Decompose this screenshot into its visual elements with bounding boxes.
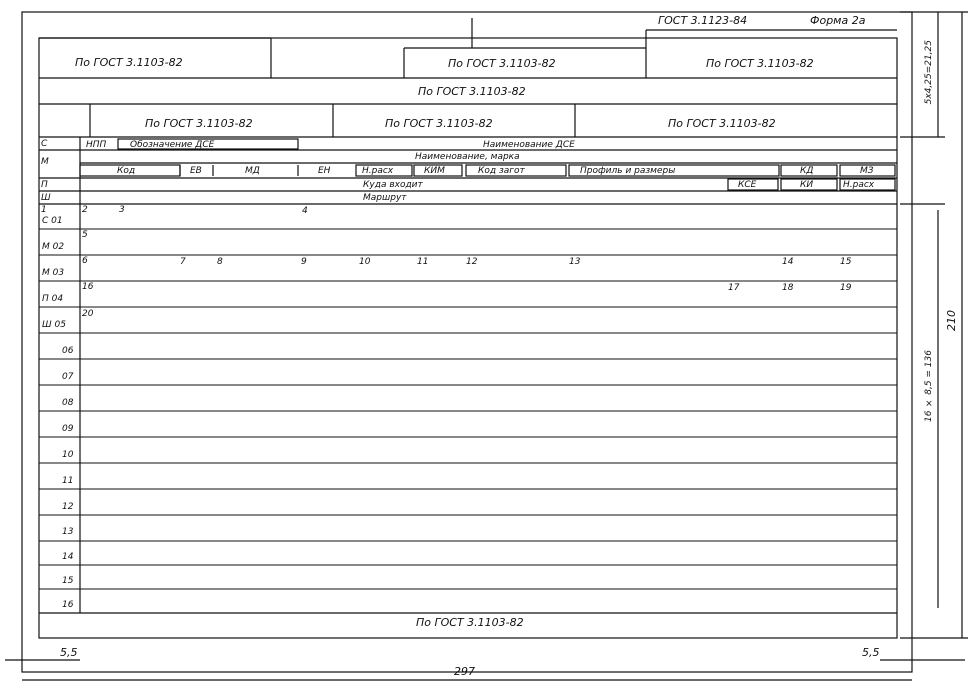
row-letter-p: П bbox=[41, 180, 48, 190]
row-label-15: 15 bbox=[62, 576, 74, 586]
row-letter-m: М bbox=[41, 157, 49, 167]
field-ev: ЕВ bbox=[190, 166, 202, 176]
row-label-06: 06 bbox=[62, 346, 74, 356]
field-en: ЕН bbox=[318, 166, 331, 176]
gost-ref-7: По ГОСТ 3.1103-82 bbox=[668, 117, 776, 130]
gost-ref-2: По ГОСТ 3.1103-82 bbox=[448, 57, 556, 70]
row-letter-c: С bbox=[41, 139, 48, 149]
col-num-12: 12 bbox=[466, 257, 478, 267]
standard-ref: ГОСТ 3.1123-84 bbox=[658, 14, 748, 27]
row-label-12: 12 bbox=[62, 502, 74, 512]
row-label-01: С 01 bbox=[42, 216, 63, 226]
gost-ref-3: По ГОСТ 3.1103-82 bbox=[706, 57, 814, 70]
gost-ref-6: По ГОСТ 3.1103-82 bbox=[385, 117, 493, 130]
field-ki: КИ bbox=[800, 180, 814, 190]
col-num-18: 18 bbox=[782, 283, 794, 293]
row-label-02: М 02 bbox=[42, 242, 65, 252]
field-naimenovanie-marka: Наименование, марка bbox=[415, 152, 520, 162]
gost-ref-5: По ГОСТ 3.1103-82 bbox=[145, 117, 253, 130]
col-num-19: 19 bbox=[840, 283, 852, 293]
col-num-1: 1 bbox=[41, 205, 47, 215]
field-kod-zagot: Код загот bbox=[478, 166, 525, 176]
col-num-10: 10 bbox=[359, 257, 371, 267]
field-profil: Профиль и размеры bbox=[580, 166, 676, 176]
field-kim: КИМ bbox=[424, 166, 445, 176]
row-label-14: 14 bbox=[62, 552, 74, 562]
row-label-03: М 03 bbox=[42, 268, 65, 278]
gost-ref-4: По ГОСТ 3.1103-82 bbox=[418, 85, 526, 98]
row-label-16: 16 bbox=[62, 600, 74, 610]
col-num-16: 16 bbox=[82, 282, 94, 292]
field-npp: НПП bbox=[86, 140, 107, 150]
dim-height: 210 bbox=[945, 310, 958, 331]
field-n-rash: Н.расх bbox=[362, 166, 394, 176]
col-num-2: 2 bbox=[82, 205, 88, 215]
dim-left: 5,5 bbox=[60, 646, 78, 659]
col-num-8: 8 bbox=[217, 257, 223, 267]
row-label-08: 08 bbox=[62, 398, 74, 408]
row-label-11: 11 bbox=[62, 476, 74, 486]
row-label-10: 10 bbox=[62, 450, 74, 460]
field-naimenovanie-dse: Наименование ДСЕ bbox=[483, 140, 575, 150]
col-num-13: 13 bbox=[569, 257, 581, 267]
row-label-07: 07 bbox=[62, 372, 74, 382]
row-letter-sh: Ш bbox=[41, 193, 51, 203]
field-md: МД bbox=[245, 166, 260, 176]
row-label-04: П 04 bbox=[42, 294, 64, 304]
col-num-17: 17 bbox=[728, 283, 740, 293]
row-label-05: Ш 05 bbox=[42, 320, 66, 330]
col-num-14: 14 bbox=[782, 257, 794, 267]
dim-top-block: 5х4,25=21,25 bbox=[924, 40, 934, 105]
col-num-7: 7 bbox=[180, 257, 186, 267]
field-mz: МЗ bbox=[860, 166, 874, 176]
field-kd: КД bbox=[800, 166, 814, 176]
col-num-15: 15 bbox=[840, 257, 852, 267]
col-num-5: 5 bbox=[82, 230, 88, 240]
col-num-6: 6 bbox=[82, 256, 88, 266]
col-num-9: 9 bbox=[301, 257, 307, 267]
gost-ref-1: По ГОСТ 3.1103-82 bbox=[75, 56, 183, 69]
form-label: Форма 2а bbox=[810, 14, 866, 27]
field-n-rash2: Н.расх bbox=[843, 180, 875, 190]
field-marshrut: Маршрут bbox=[363, 193, 407, 203]
dim-rows-block: 16 × 8,5 = 136 bbox=[924, 350, 934, 422]
field-kod: Код bbox=[117, 166, 136, 176]
row-label-09: 09 bbox=[62, 424, 74, 434]
gost-ref-bottom: По ГОСТ 3.1103-82 bbox=[416, 616, 524, 629]
field-kuda-vhodit: Куда входит bbox=[363, 180, 423, 190]
col-num-3: 3 bbox=[119, 205, 125, 215]
field-kse: КСЕ bbox=[738, 180, 757, 190]
dim-width: 297 bbox=[454, 665, 475, 678]
col-num-11: 11 bbox=[417, 257, 429, 267]
field-oboznachenie: Обозначение ДСЕ bbox=[130, 140, 215, 150]
row-label-13: 13 bbox=[62, 527, 74, 537]
col-num-20: 20 bbox=[82, 309, 94, 319]
col-num-4: 4 bbox=[302, 206, 308, 216]
dim-right: 5,5 bbox=[862, 646, 880, 659]
